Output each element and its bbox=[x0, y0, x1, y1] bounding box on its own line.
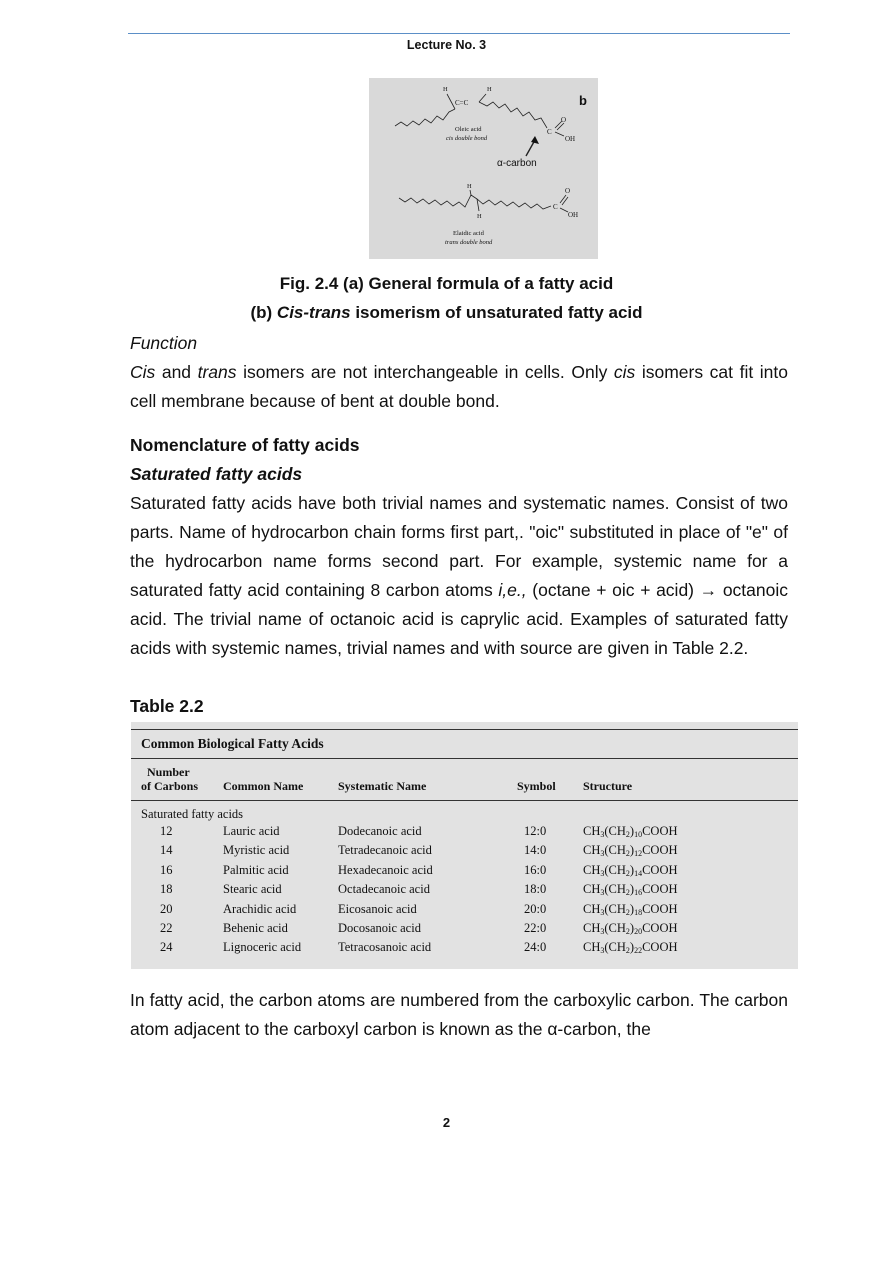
cell-systematic: Hexadecanoic acid bbox=[338, 862, 433, 877]
saturated-subheading: Saturated fatty acids bbox=[130, 464, 303, 484]
cell-symbol: 12:0 bbox=[524, 824, 547, 838]
structure-part: 3 bbox=[600, 830, 605, 839]
cell-systematic: Docosanoic acid bbox=[338, 921, 421, 935]
structure-part: CH bbox=[583, 862, 601, 877]
structure-part: ) bbox=[629, 862, 635, 877]
header-carbons-2: of Carbons bbox=[141, 779, 199, 793]
structure-part: ) bbox=[629, 824, 635, 838]
header-title: Lecture No. 3 bbox=[406, 38, 487, 52]
table-title-rule bbox=[131, 758, 798, 759]
structure-part: 16 bbox=[634, 888, 643, 898]
structure-part: CH bbox=[583, 882, 601, 897]
alpha-arrow-head bbox=[531, 136, 539, 144]
panel-label: b bbox=[579, 93, 587, 108]
function-heading: Function bbox=[130, 333, 198, 353]
elaidic-o: O bbox=[565, 187, 571, 195]
cell-symbol: 18:0 bbox=[524, 882, 547, 897]
structure-part: COOH bbox=[642, 940, 678, 955]
nomenclature-text-1: Saturated fatty acids have both trivial names and systematic names. Consist of two parts. Name of hydrocarbon chain forms first part,. "oic" substituted in place of "e" of the hydrocarbon name forms second part. For example, systemic name for a saturated fatty acid containing 8 carbon atoms bbox=[130, 493, 788, 600]
structure-part: CH bbox=[583, 901, 601, 916]
cell-structure bbox=[583, 882, 678, 897]
oleic-h-bond-left bbox=[447, 94, 455, 109]
cell-systematic: Eicosanoic acid bbox=[338, 901, 417, 916]
cell-systematic: Tetradecanoic acid bbox=[338, 843, 432, 858]
structure-part: ) bbox=[629, 940, 635, 955]
elaidic-name: Elaidic acid bbox=[453, 230, 484, 237]
structure-part: CH bbox=[583, 921, 601, 935]
oleic-bond: cis double bond bbox=[446, 135, 488, 142]
header-common-name: Common Name bbox=[223, 779, 304, 793]
oleic-oh: OH bbox=[565, 135, 576, 143]
function-text-3: isomers cat fit into cell membrane because of bent at double bond. bbox=[130, 362, 788, 411]
structure-part: 2 bbox=[625, 849, 630, 859]
structure-part: 10 bbox=[634, 830, 643, 839]
cell-symbol: 22:0 bbox=[524, 921, 547, 935]
structure-part: 3 bbox=[600, 868, 605, 878]
structure-part: 18 bbox=[634, 907, 643, 917]
caption-prefix: (b) bbox=[250, 303, 277, 322]
trans-term: trans bbox=[197, 362, 237, 382]
cell-common: Lauric acid bbox=[223, 824, 280, 838]
table-top-rule bbox=[131, 729, 798, 730]
structure-part: 2 bbox=[625, 946, 630, 956]
elaidic-bond: trans double bond bbox=[445, 239, 493, 246]
elaidic-oh-bond bbox=[560, 208, 568, 212]
cell-carbons: 18 bbox=[160, 882, 173, 897]
structure-part: 2 bbox=[625, 927, 630, 936]
cell-common: Behenic acid bbox=[223, 921, 288, 935]
structure-part: (CH bbox=[604, 862, 626, 877]
structure-part: 20 bbox=[634, 927, 643, 936]
elaidic-oh: OH bbox=[568, 211, 579, 219]
header-rule bbox=[128, 33, 790, 34]
cell-common: Stearic acid bbox=[223, 882, 282, 897]
closing-paragraph: In fatty acid, the carbon atoms are numbered from the carboxylic carbon. The carbon atom adjacent to the carboxyl carbon is known as the α-carbon, the bbox=[130, 990, 788, 1039]
structure-part: ) bbox=[629, 882, 635, 897]
cell-carbons: 24 bbox=[160, 940, 173, 955]
cell-common: Lignoceric acid bbox=[223, 940, 302, 955]
structure-part: ) bbox=[629, 843, 635, 858]
structure-part: 2 bbox=[625, 868, 630, 878]
cell-carbons: 16 bbox=[160, 862, 173, 877]
cell-carbons: 12 bbox=[160, 824, 173, 838]
structure-part: 3 bbox=[600, 946, 605, 956]
cis-term-2: cis bbox=[613, 362, 636, 382]
structure-part: (CH bbox=[604, 901, 626, 916]
nomenclature-text-2: (octane + oic + acid) → octanoic acid. The trivial name of octanoic acid is caprylic acid. Examples of saturated fatty acids with systemic names, trivial names and with source are given in Table 2.2. bbox=[130, 580, 788, 658]
cell-carbons: 20 bbox=[160, 901, 173, 916]
cell-structure bbox=[583, 843, 678, 858]
structure-part: (CH bbox=[604, 921, 626, 935]
oleic-head-chain bbox=[479, 102, 547, 128]
oleic-tail-chain bbox=[395, 109, 455, 126]
nomenclature-paragraph bbox=[130, 489, 788, 663]
elaidic-carbon: C bbox=[553, 203, 558, 211]
cell-symbol: 20:0 bbox=[524, 901, 547, 916]
elaidic-h-top: H bbox=[467, 183, 472, 190]
function-text-2: isomers are not interchangeable in cells. Only bbox=[236, 362, 614, 382]
structure-part: (CH bbox=[604, 824, 626, 838]
structure-part: COOH bbox=[642, 882, 678, 897]
elaidic-h-bottom: H bbox=[477, 213, 482, 220]
cell-common: Arachidic acid bbox=[223, 901, 297, 916]
structure-part: ) bbox=[629, 921, 635, 935]
elaidic-co-bond bbox=[560, 195, 566, 203]
structure-part: 2 bbox=[625, 907, 630, 917]
figure-caption-line1: Fig. 2.4 (a) General formula of a fatty acid bbox=[279, 274, 614, 293]
oleic-co-bond bbox=[555, 121, 562, 128]
structure-part: COOH bbox=[642, 824, 678, 838]
page-number: 2 bbox=[442, 1115, 451, 1130]
header-carbons-1: Number bbox=[147, 765, 190, 779]
structure-part: CH bbox=[583, 843, 601, 858]
cell-symbol: 14:0 bbox=[524, 843, 547, 858]
cell-common: Myristic acid bbox=[223, 843, 290, 858]
alpha-carbon-label: α-carbon bbox=[497, 158, 537, 169]
structure-part: CH bbox=[583, 940, 601, 955]
structure-part: 3 bbox=[600, 888, 605, 898]
cell-carbons: 22 bbox=[160, 921, 173, 935]
structure-part: 22 bbox=[634, 946, 643, 956]
oleic-h-bond-right bbox=[479, 94, 486, 102]
caption-cis-trans: Cis-trans bbox=[276, 303, 351, 322]
structure-part: 12 bbox=[634, 849, 643, 859]
structure-part: (CH bbox=[604, 882, 626, 897]
structure-part: ) bbox=[629, 901, 635, 916]
elaidic-co-bond-2 bbox=[562, 197, 568, 205]
cell-structure bbox=[583, 863, 678, 878]
elaidic-h-bond-top bbox=[470, 190, 471, 195]
function-text-1: and bbox=[155, 362, 198, 382]
cell-structure bbox=[583, 940, 678, 955]
table-label: Table 2.2 bbox=[130, 696, 204, 716]
structure-part: 2 bbox=[625, 888, 630, 898]
structure-part: 3 bbox=[600, 907, 605, 917]
structure-part: 2 bbox=[625, 830, 630, 839]
structure-part: COOH bbox=[642, 843, 678, 858]
structure-part: COOH bbox=[642, 901, 678, 916]
cell-systematic: Dodecanoic acid bbox=[338, 824, 422, 838]
fatty-acid-figure bbox=[369, 78, 598, 259]
structure-part: (CH bbox=[604, 940, 626, 955]
structure-part: (CH bbox=[604, 843, 626, 858]
header-systematic-name: Systematic Name bbox=[338, 779, 427, 793]
cell-common: Palmitic acid bbox=[223, 862, 289, 877]
elaidic-chain bbox=[399, 195, 551, 209]
cell-systematic: Tetracosanoic acid bbox=[338, 940, 432, 955]
figure-caption-line2 bbox=[0, 303, 893, 323]
group-label: Saturated fatty acids bbox=[141, 807, 244, 821]
caption-rest: isomerism of unsaturated fatty acid bbox=[350, 303, 643, 322]
structure-part: 3 bbox=[600, 849, 605, 859]
function-paragraph bbox=[130, 358, 788, 416]
nomenclature-heading: Nomenclature of fatty acids bbox=[130, 435, 360, 455]
cis-trans-diagram bbox=[369, 78, 598, 259]
structure-part: 14 bbox=[634, 868, 643, 878]
header-symbol: Symbol bbox=[517, 779, 556, 793]
cis-term: Cis bbox=[130, 362, 156, 382]
oleic-h-right: H bbox=[487, 86, 492, 93]
cell-structure bbox=[583, 902, 678, 917]
oleic-name: Oleic acid bbox=[455, 126, 482, 133]
table-header-rule bbox=[131, 800, 798, 801]
structure-part: CH bbox=[583, 824, 601, 838]
cell-structure bbox=[583, 921, 678, 936]
cell-symbol: 24:0 bbox=[524, 940, 547, 955]
cell-carbons: 14 bbox=[160, 843, 173, 858]
cell-structure bbox=[583, 824, 678, 839]
ie-term: i,e., bbox=[498, 580, 527, 600]
header-structure: Structure bbox=[583, 779, 633, 793]
oleic-c-eq-c: C=C bbox=[455, 99, 469, 107]
fatty-acids-table bbox=[131, 722, 798, 969]
structure-part: COOH bbox=[642, 921, 678, 935]
oleic-h-left: H bbox=[443, 86, 448, 93]
structure-part: 3 bbox=[600, 927, 605, 936]
table-title: Common Biological Fatty Acids bbox=[141, 736, 324, 751]
oleic-oh-bond bbox=[555, 132, 564, 136]
cell-symbol: 16:0 bbox=[524, 862, 547, 877]
oleic-o: O bbox=[561, 116, 567, 124]
oleic-co-bond-2 bbox=[557, 123, 564, 130]
cell-systematic: Octadecanoic acid bbox=[338, 882, 430, 897]
structure-part: COOH bbox=[642, 862, 678, 877]
oleic-carbon: C bbox=[547, 128, 552, 136]
